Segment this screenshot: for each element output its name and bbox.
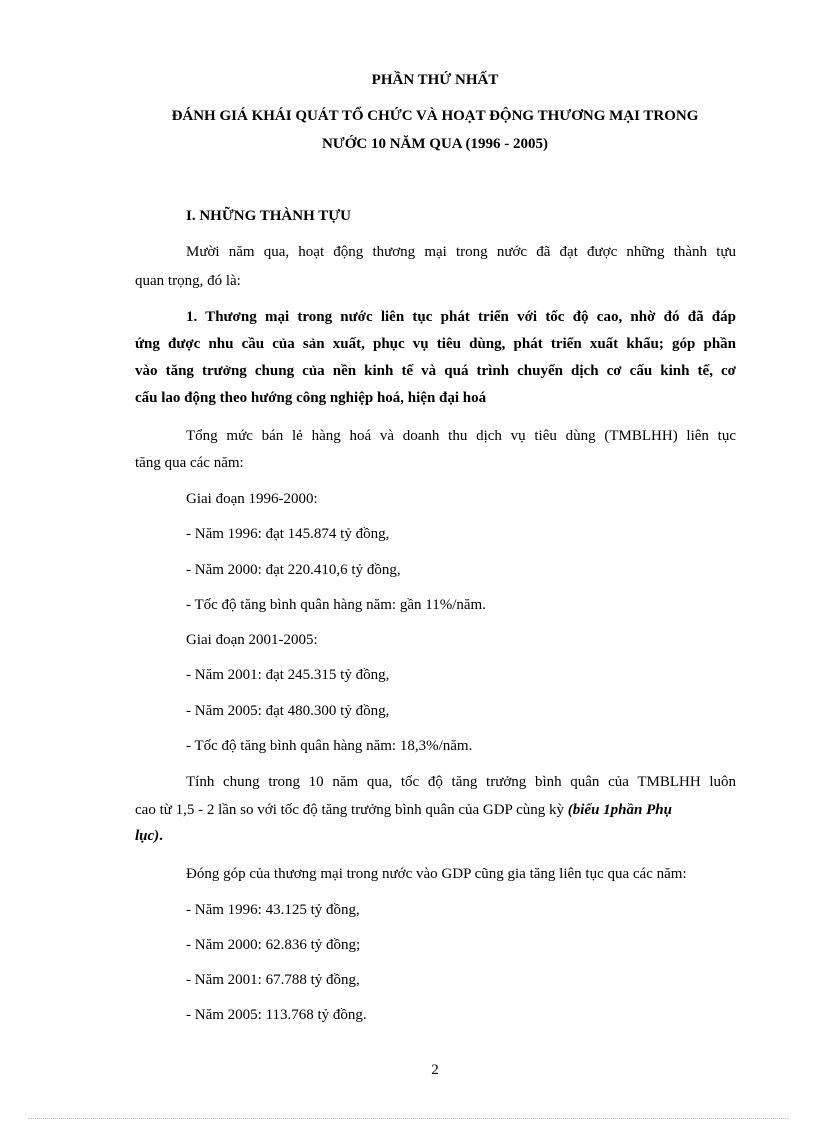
gdp-item: - Năm 2000: 62.836 tỷ đồng; xyxy=(186,937,361,953)
main-title-line-2: NƯỚC 10 NĂM QUA (1996 - 2005) xyxy=(321,136,549,152)
intro-line-1: Mười năm qua, hoạt động thương mại trong nước đã đạt được những thành tựu xyxy=(186,244,736,260)
summary-line-2 xyxy=(135,801,672,819)
period-1-item: - Tốc độ tăng bình quân hàng năm: gần 11%/năm. xyxy=(186,597,486,613)
subsection-heading-line-2: ứng được nhu cầu của sản xuất, phục vụ tiêu dùng, phát triển xuất khẩu; góp phần xyxy=(135,336,736,352)
appendix-reference-end: lục) xyxy=(135,828,160,844)
period-1-heading: Giai đoạn 1996-2000: xyxy=(186,491,318,507)
subsection-heading-line-4: cấu lao động theo hướng công nghiệp hoá, hiện đại hoá xyxy=(135,390,487,406)
summary-line-1: Tính chung trong 10 năm qua, tốc độ tăng trưởng bình quân của TMBLHH luôn xyxy=(186,774,736,790)
main-title-line-1: ĐÁNH GIÁ KHÁI QUÁT TỔ CHỨC VÀ HOẠT ĐỘNG THƯƠNG MẠI TRONG xyxy=(171,108,699,124)
gdp-item: - Năm 2005: 113.768 tỷ đồng. xyxy=(186,1007,367,1023)
gdp-item: - Năm 1996: 43.125 tỷ đồng, xyxy=(186,902,360,918)
tmblhh-line-2: tăng qua các năm: xyxy=(135,455,244,471)
summary-period: . xyxy=(159,828,163,844)
period-2-heading: Giai đoạn 2001-2005: xyxy=(186,632,318,648)
period-2-item: - Tốc độ tăng bình quân hàng năm: 18,3%/năm. xyxy=(186,738,473,754)
page-number: 2 xyxy=(431,1062,439,1078)
page-bottom-border xyxy=(28,1118,788,1119)
period-1-item: - Năm 2000: đạt 220.410,6 tỷ đồng, xyxy=(186,562,401,578)
intro-line-2: quan trọng, đó là: xyxy=(135,273,241,289)
period-2-item: - Năm 2001: đạt 245.315 tỷ đồng, xyxy=(186,667,390,683)
gdp-item: - Năm 2001: 67.788 tỷ đồng, xyxy=(186,972,360,988)
gdp-intro: Đóng góp của thương mại trong nước vào GDP cũng gia tăng liên tục qua các năm: xyxy=(186,866,687,882)
period-2-item: - Năm 2005: đạt 480.300 tỷ đồng, xyxy=(186,703,390,719)
part-title: PHẦN THỨ NHẤT xyxy=(371,72,499,88)
summary-line-3 xyxy=(135,827,163,845)
summary-line-2-text: cao từ 1,5 - 2 lần so với tốc độ tăng trưởng bình quân của GDP cùng kỳ xyxy=(135,802,568,818)
section-heading: I. NHỮNG THÀNH TỰU xyxy=(186,208,352,224)
appendix-reference: (biểu 1phần Phụ xyxy=(567,802,672,818)
tmblhh-line-1: Tổng mức bán lẻ hàng hoá và doanh thu dịch vụ tiêu dùng (TMBLHH) liên tục xyxy=(186,428,736,444)
subsection-heading-line-1: 1. Thương mại trong nước liên tục phát triển với tốc độ cao, nhờ đó đã đáp xyxy=(186,309,736,325)
subsection-heading-line-3: vào tăng trưởng chung của nền kinh tế và quá trình chuyển dịch cơ cấu kinh tế, cơ xyxy=(135,363,736,379)
period-1-item: - Năm 1996: đạt 145.874 tỷ đồng, xyxy=(186,526,390,542)
